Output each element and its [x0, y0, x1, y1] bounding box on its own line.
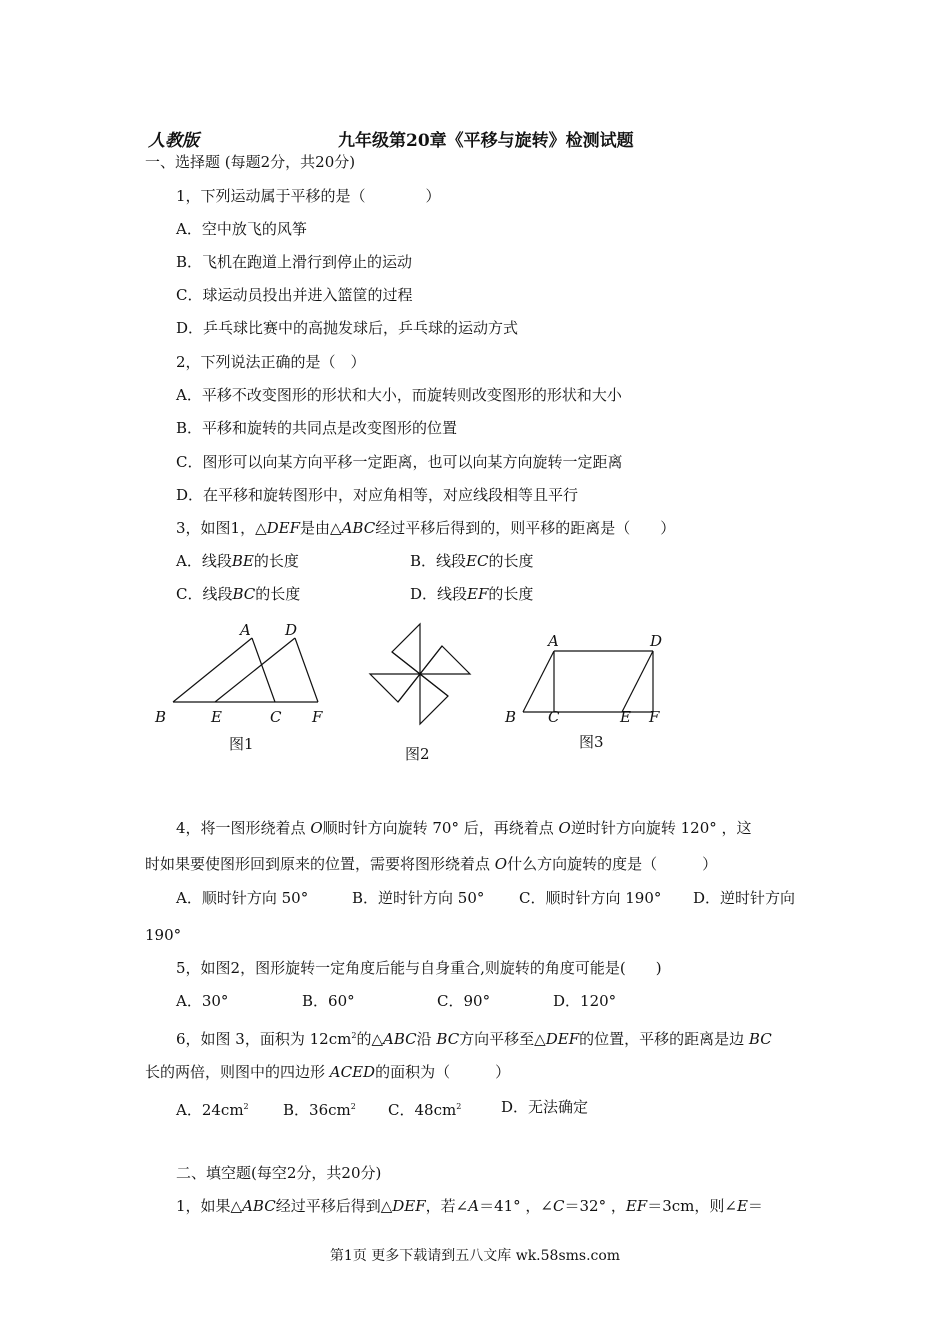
figure-2 — [355, 600, 495, 770]
fig1-label-d: D — [285, 621, 298, 639]
question-1-option-c: C．球运动员投出并进入篮筐的过程 — [176, 286, 413, 304]
question-5-stem: 5，如图2，图形旋转一定角度后能与自身重合,则旋转的角度可能是( ) — [176, 959, 662, 977]
question-6-line-2: 长的两倍，则图中的四边形 ACED的面积为（ ） — [145, 1063, 511, 1081]
fig1-side-df — [295, 638, 318, 702]
page-title: 九年级第20章《平移与旋转》检测试题 — [338, 131, 634, 151]
question-4-line-2: 时如果要使图形回到原来的位置，需要将图形绕着点 O什么方向旋转的度是（ ） — [145, 855, 718, 873]
question-5-option-b: B．60° — [302, 992, 355, 1010]
section-heading-1: 一、选择题 (每题2分，共20分) — [145, 153, 356, 171]
question-3-option-a: A．线段BE的长度 — [176, 552, 299, 570]
fig1-side-ba — [173, 638, 252, 702]
fig3-side-ed — [622, 651, 653, 712]
pinwheel-blade — [370, 674, 420, 702]
question-2-option-d: D．在平移和旋转图形中，对应角相等，对应线段相等且平行 — [176, 486, 579, 504]
fig3-label-a: A — [548, 632, 559, 650]
fig3-label-d: D — [650, 632, 663, 650]
pinwheel-blade — [420, 674, 448, 724]
fig2-caption: 图2 — [405, 745, 430, 763]
question-3-stem: 3，如图1，△DEF是由△ABC经过平移后得到的，则平移的距离是（ ） — [176, 519, 676, 537]
fig1-caption: 图1 — [229, 735, 254, 753]
question-1-option-d: D．乒乓球比赛中的高抛发球后，乒乓球的运动方式 — [176, 319, 519, 337]
question-2-option-a: A．平移不改变图形的形状和大小，而旋转则改变图形的形状和大小 — [176, 386, 622, 404]
fig3-caption: 图3 — [579, 733, 604, 751]
question-6-option-c: C．$48cm^2$ — [388, 1101, 462, 1119]
question-3-option-c: C．线段BC的长度 — [176, 585, 301, 603]
fig1-label-a: A — [240, 621, 251, 639]
fig1-label-f: F — [312, 708, 323, 726]
fig1-label-e: E — [211, 708, 222, 726]
question-4-option-a: A．顺时针方向 50° — [176, 889, 309, 907]
fig3-label-e: E — [620, 708, 631, 726]
fig3-label-b: B — [505, 708, 517, 726]
question-2-option-c: C．图形可以向某方向平移一定距离，也可以向某方向旋转一定距离 — [176, 453, 623, 471]
question-1-option-b: B．飞机在跑道上滑行到停止的运动 — [176, 253, 413, 271]
question-5-option-d: D．120° — [553, 992, 617, 1010]
question-4-option-d: D．逆时针方向 — [693, 889, 796, 907]
question-2-stem: 2，下列说法正确的是（ ） — [176, 353, 366, 371]
fill-question-1: 1，如果△ABC经过平移后得到△DEF，若∠A＝41° ，∠C＝32° ，EF＝3cm，则∠E＝ — [176, 1197, 763, 1215]
question-6-option-d: D．无法确定 — [501, 1098, 589, 1116]
fig1-label-c: C — [270, 708, 282, 726]
question-3-option-b: B．线段EC的长度 — [410, 552, 534, 570]
question-6-option-a: A．$24cm^2$ — [176, 1101, 249, 1119]
question-4-option-b: B．逆时针方向 50° — [352, 889, 485, 907]
question-1-option-a: A．空中放飞的风筝 — [176, 220, 307, 238]
question-6-option-b: B．$36cm^2$ — [283, 1101, 356, 1119]
fig1-label-b: B — [155, 708, 167, 726]
question-2-option-b: B．平移和旋转的共同点是改变图形的位置 — [176, 419, 458, 437]
fig3-label-f: F — [649, 708, 660, 726]
figure-1 — [145, 618, 345, 766]
question-5-option-a: A．30° — [176, 992, 229, 1010]
question-4-option-c: C．顺时针方向 190° — [519, 889, 662, 907]
question-4-line-1: 4，将一图形绕着点 O顺时针方向旋转 70° 后，再绕着点 O逆时针方向旋转 120° ，这 — [176, 819, 752, 837]
figure-3 — [500, 626, 680, 756]
question-1-stem: 1，下列运动属于平移的是（ ） — [176, 187, 441, 205]
section-heading-2: 二、填空题(每空2分，共20分) — [176, 1164, 382, 1182]
question-6-line-1: 6，如图 3，面积为 $12cm^2$的△ABC沿 BC方向平移至△DEF的位置，平移的距离是边 BC — [176, 1030, 772, 1048]
page-footer: 第1页 更多下载请到五八文库 wk.58sms.com — [329, 1248, 621, 1264]
question-3-option-d: D．线段EF的长度 — [410, 585, 534, 603]
fig3-side-ba — [523, 651, 554, 712]
pinwheel-blade — [420, 646, 470, 674]
question-5-option-c: C．90° — [437, 992, 491, 1010]
pinwheel-blade — [392, 624, 420, 674]
question-4-option-d-continued: 190° — [145, 926, 182, 944]
publisher-label: 人教版 — [148, 131, 199, 151]
fig3-label-c: C — [548, 708, 560, 726]
